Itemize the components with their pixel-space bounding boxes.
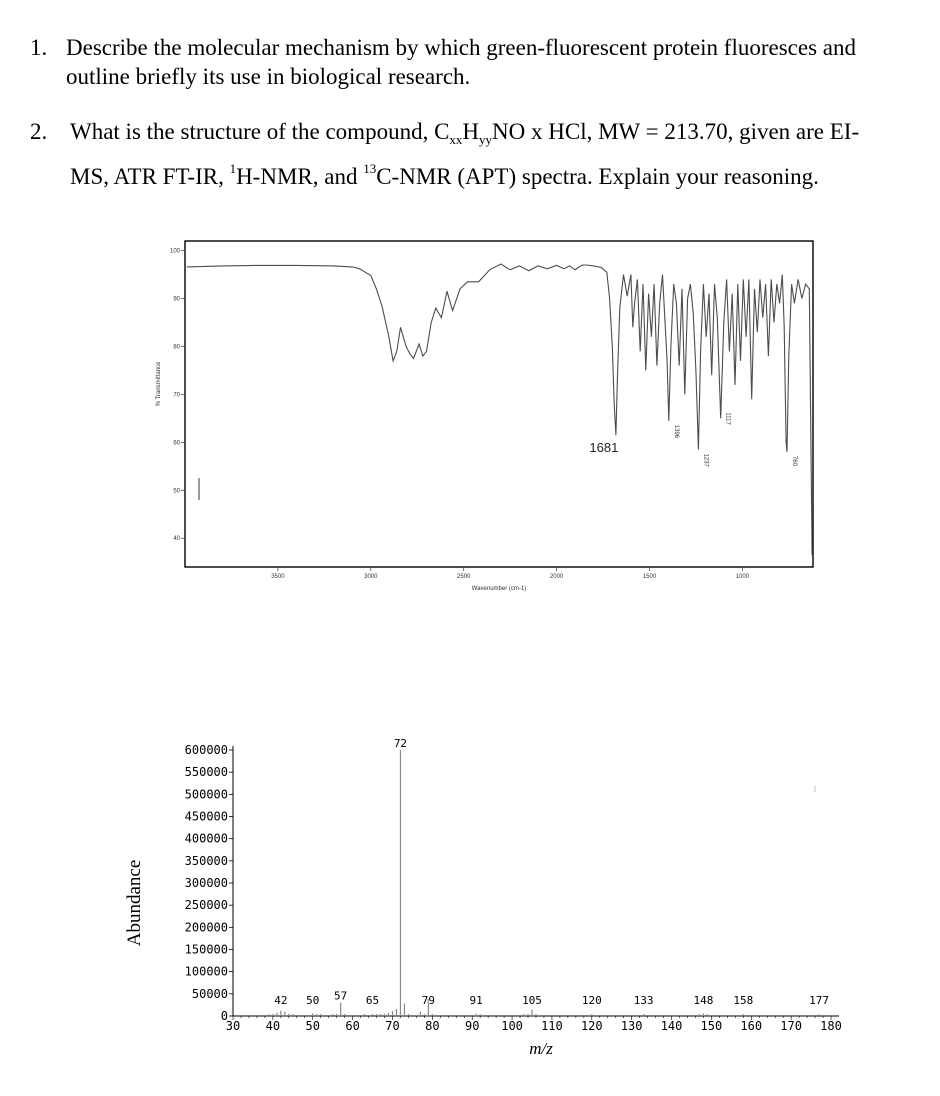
ms-y-tick-label: 100000 — [184, 964, 228, 979]
ms-x-tick-label: 160 — [740, 1019, 763, 1033]
ms-x-tick-label: 40 — [265, 1019, 281, 1033]
formula-part: H — [462, 119, 480, 144]
ir-y-tick-label: 50 — [173, 488, 180, 495]
ir-x-tick-label: 3000 — [364, 574, 378, 580]
ms-y-tick-label: 300000 — [184, 876, 228, 890]
ms-y-tick-label: 250000 — [184, 898, 228, 913]
ir-x-tick-label: 1000 — [735, 574, 750, 580]
ms-peak-label-79: 79 — [421, 994, 435, 1007]
formula-part: NO x HCl, MW = 213.70, given are EI- — [492, 119, 860, 144]
ms-peak-label-91: 91 — [469, 994, 483, 1007]
ir-x-tick-label: 3500 — [271, 574, 285, 580]
ir-x-tick-label: 2000 — [549, 574, 564, 580]
ms-peak-label-57: 57 — [334, 989, 348, 1003]
ir-x-tick-label: 2500 — [457, 574, 471, 580]
ms-y-tick-label: 500000 — [184, 787, 228, 802]
formula-part: What is the structure of the compound, C — [70, 119, 450, 144]
ms-x-tick-label: 90 — [464, 1019, 480, 1033]
ms-x-tick-label: 30 — [225, 1019, 241, 1033]
ir-x-tick-label: 1500 — [642, 574, 657, 580]
ms-peak-label-65: 65 — [365, 994, 380, 1007]
question-1-line-2: outline briefly its use in biological research. — [66, 64, 471, 89]
ir-y-tick-label: 60 — [173, 440, 180, 447]
formula-subscript-yy: yy — [479, 132, 493, 147]
ms-peak-label-158: 158 — [733, 994, 754, 1007]
ir-x-axis-label: Wavenumber (cm-1) — [471, 586, 527, 592]
ms-peak-label-120: 120 — [581, 994, 602, 1007]
ir-peak-label-1117: 1117 — [724, 412, 731, 425]
line-part: H-NMR, and — [236, 164, 364, 189]
ir-peak-label-1681: 1681 — [589, 439, 619, 455]
formula-subscript-xx: xx — [449, 132, 463, 147]
superscript-1: 1 — [229, 161, 237, 176]
ms-peak-label-42: 42 — [274, 994, 288, 1007]
ir-y-axis-label: % Transmittance — [156, 361, 162, 407]
ms-y-tick-label: 150000 — [184, 942, 228, 957]
ir-peak-label-1237: 1237 — [702, 453, 709, 467]
ms-x-tick-label: 150 — [700, 1019, 723, 1033]
question-1-number: 1. — [30, 35, 48, 60]
ms-peak-label-72: 72 — [393, 737, 408, 750]
ir-peak-label-760: 760 — [790, 455, 797, 466]
ir-y-tick-label: 80 — [173, 344, 180, 351]
ms-x-tick-label: 120 — [580, 1019, 603, 1033]
ms-y-tick-label: 600000 — [184, 743, 228, 757]
ms-peak-label-148: 148 — [693, 994, 714, 1007]
ms-x-tick-label: 60 — [345, 1019, 360, 1033]
line-part: C-NMR (APT) spectra. Explain your reasoning. — [376, 164, 819, 189]
question-2-number: 2. — [30, 119, 48, 144]
ms-x-tick-label: 110 — [541, 1019, 563, 1033]
ir-y-tick-label: 40 — [173, 536, 180, 543]
ms-peak-label-133: 133 — [633, 994, 654, 1007]
ms-y-tick-label: 400000 — [184, 831, 228, 846]
ms-y-tick-label: 550000 — [184, 765, 228, 780]
ms-x-tick-label: 70 — [385, 1019, 400, 1033]
ms-y-tick-label: 350000 — [184, 853, 228, 868]
ir-peak-label-1396: 1396 — [672, 424, 679, 439]
ms-x-axis-label: m/z — [529, 1039, 553, 1058]
ms-x-tick-label: 50 — [305, 1019, 320, 1033]
ir-y-tick-label: 90 — [173, 296, 180, 303]
ir-y-tick-label: 70 — [173, 392, 180, 399]
ms-x-tick-label: 140 — [660, 1019, 683, 1033]
ms-y-tick-label: 0 — [220, 1009, 228, 1023]
ms-y-tick-label: 450000 — [184, 809, 228, 824]
ms-x-tick-label: 100 — [501, 1019, 523, 1033]
ms-x-tick-label: 80 — [425, 1019, 440, 1033]
line-part: MS, ATR FT-IR, — [70, 164, 230, 189]
ms-peak-label-105: 105 — [522, 994, 542, 1007]
ms-x-tick-label: 170 — [780, 1019, 802, 1033]
ms-y-axis-label: Abundance — [124, 859, 145, 947]
ms-peak-label-177: 177 — [809, 994, 829, 1007]
ms-y-tick-label: 50000 — [191, 986, 228, 1001]
ms-y-tick-label: 200000 — [184, 920, 228, 935]
ms-x-tick-label: 180 — [820, 1019, 842, 1033]
ir-y-tick-label: 100 — [169, 248, 180, 255]
ms-x-tick-label: 130 — [620, 1019, 643, 1033]
superscript-13: 13 — [363, 161, 377, 176]
ms-peak-label-50: 50 — [306, 994, 320, 1007]
question-1-line-1: Describe the molecular mechanism by which green-fluorescent protein fluoresces and — [66, 35, 856, 60]
